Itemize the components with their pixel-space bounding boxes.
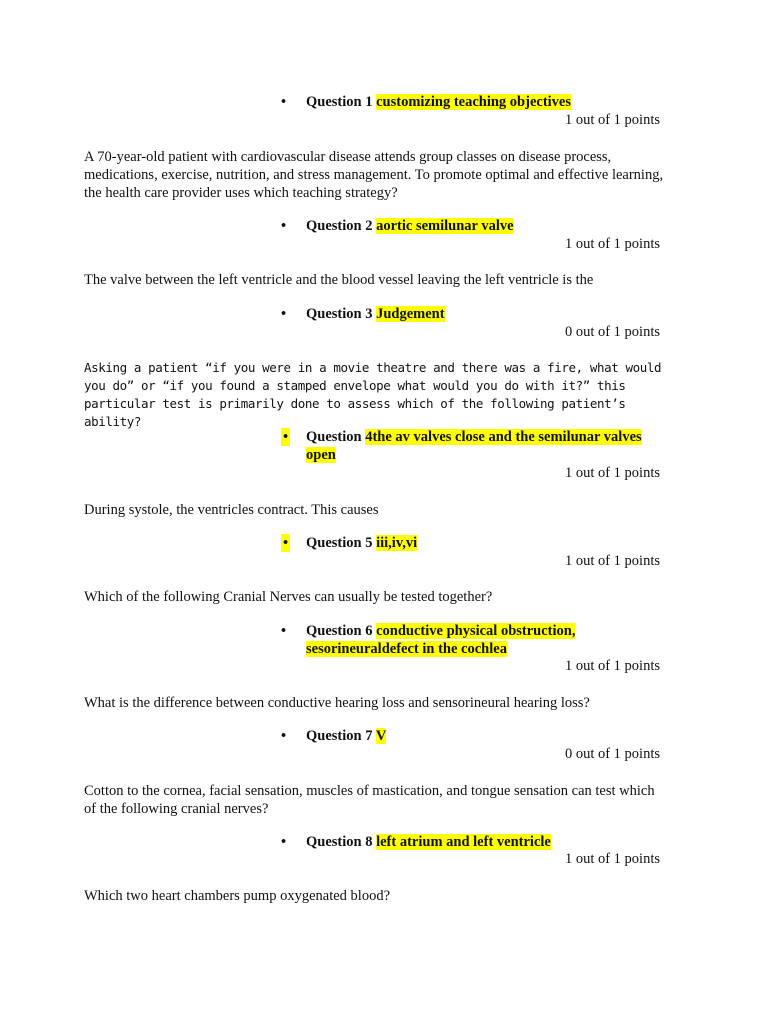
question-header (281, 727, 665, 745)
question-score: 1 out of 1 points (564, 851, 660, 867)
question-answer: conductive physical obstruction, sesorineuraldefect in the cochlea (306, 623, 576, 657)
question-answer: iii,iv,vi (376, 535, 418, 551)
question-text: Which two heart chambers pump oxygenated blood? (84, 888, 391, 904)
question-header (281, 93, 665, 111)
question-score: 0 out of 1 points (564, 746, 660, 762)
question-label: Question (306, 429, 362, 445)
bullet-icon: • (281, 728, 287, 744)
question-score: 1 out of 1 points (564, 658, 660, 674)
question-answer: aortic semilunar valve (376, 218, 514, 234)
bullet-icon: • (281, 218, 287, 234)
question-header (285, 428, 665, 464)
question-text: Which of the following Cranial Nerves can usually be tested together? (84, 589, 493, 605)
bullet-icon: • (281, 306, 287, 322)
question-label: Question 5 (306, 535, 373, 551)
question-answer: V (375, 728, 387, 744)
question-answer: Judgement (376, 306, 445, 322)
question-header (285, 534, 665, 552)
question-score: 1 out of 1 points (564, 112, 660, 128)
question-score: 1 out of 1 points (564, 465, 660, 481)
bullet-icon: • (283, 535, 289, 551)
question-score: 1 out of 1 points (564, 236, 660, 252)
question-score: 0 out of 1 points (564, 324, 660, 340)
question-label: Question 8 (306, 834, 373, 850)
question-label: Question 6 (306, 623, 373, 639)
question-answer: left atrium and left ventricle (376, 834, 551, 850)
question-label: Question 1 (306, 94, 373, 110)
question-answer: customizing teaching objectives (376, 94, 572, 110)
question-text: During systole, the ventricles contract. This causes (84, 502, 379, 518)
question-header (281, 622, 665, 658)
bullet-icon: • (281, 834, 287, 850)
question-label: Question 3 (306, 306, 373, 322)
question-text: Cotton to the cornea, facial sensation, muscles of mastication, and tongue sensation can test which of the following cranial nerves? (84, 783, 655, 817)
question-score: 1 out of 1 points (564, 553, 660, 569)
question-text: Asking a patient “if you were in a movie theatre and there was a fire, what would you do” or “if you found a stamped envelope what would you do with it?” this particular test is primarily done to assess which of the following patient’s ability? (84, 360, 662, 429)
question-header (281, 217, 665, 235)
question-label: Question 7 (306, 728, 373, 744)
question-header (281, 305, 665, 323)
bullet-icon: • (281, 94, 287, 110)
bullet-icon: • (281, 623, 287, 639)
question-text: What is the difference between conductive hearing loss and sensorineural hearing loss? (84, 695, 590, 711)
question-header (281, 833, 665, 851)
bullet-icon: • (283, 429, 289, 445)
question-answer: 4the av valves close and the semilunar valves open (306, 429, 642, 463)
question-text: The valve between the left ventricle and the blood vessel leaving the left ventricle is the (84, 272, 594, 288)
question-text: A 70-year-old patient with cardiovascular disease attends group classes on disease process, medications, exercise, nutrition, and stress management. To promote optimal and effective learning, the health care provider uses which teaching strategy? (84, 149, 664, 201)
question-label: Question 2 (306, 218, 373, 234)
